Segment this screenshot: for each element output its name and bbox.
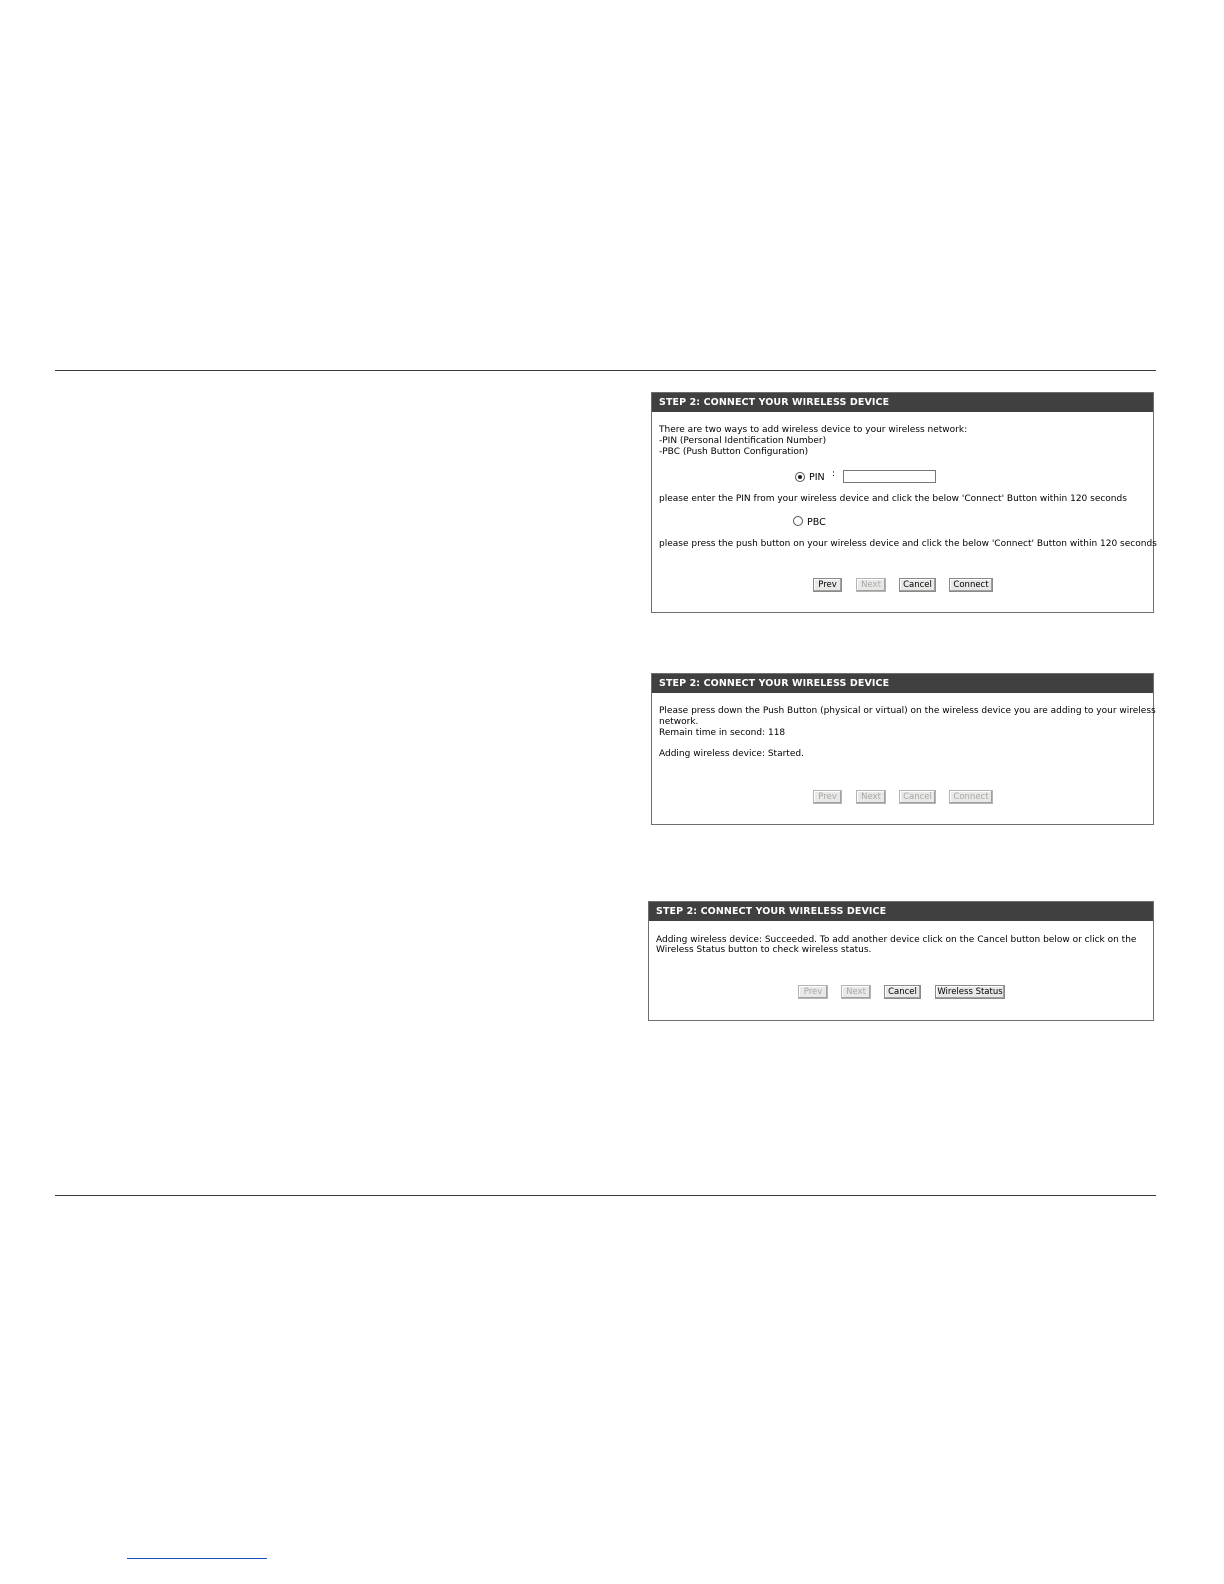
pbc-help-text: please press the push button on your wireless device and click the below 'Connect' Button within 120 seconds bbox=[659, 539, 1157, 549]
wireless-status-button[interactable]: Wireless Status bbox=[935, 985, 1005, 999]
bottom-divider bbox=[55, 1195, 1156, 1196]
pin-input[interactable] bbox=[843, 470, 936, 483]
next-button: Next bbox=[856, 578, 886, 592]
panel-title: STEP 2: CONNECT YOUR WIRELESS DEVICE bbox=[652, 674, 1153, 693]
prev-button: Prev bbox=[798, 985, 828, 999]
step2-panel-push-button bbox=[651, 673, 1154, 825]
step2-panel-pin-pbc bbox=[651, 392, 1157, 613]
top-divider bbox=[55, 370, 1156, 371]
prev-button: Prev bbox=[813, 790, 842, 804]
pin-radio[interactable] bbox=[795, 472, 805, 482]
instruction-text: Please press down the Push Button (physical or virtual) on the wireless device you are adding to your wireless bbox=[659, 706, 1156, 716]
instruction-text-cont: network. bbox=[659, 717, 699, 727]
success-text-cont: Wireless Status button to check wireless status. bbox=[656, 945, 872, 955]
pin-label: PIN bbox=[809, 472, 825, 483]
intro-text: There are two ways to add wireless device to your wireless network: bbox=[659, 425, 968, 435]
pin-colon: : bbox=[832, 469, 836, 479]
next-button: Next bbox=[841, 985, 871, 999]
cancel-button[interactable]: Cancel bbox=[884, 985, 921, 999]
step2-panel-success bbox=[648, 901, 1154, 1021]
intro-pbc-text: -PBC (Push Button Configuration) bbox=[659, 447, 809, 457]
connect-button: Connect bbox=[949, 790, 993, 804]
panel-title: STEP 2: CONNECT YOUR WIRELESS DEVICE bbox=[649, 902, 1153, 921]
footer-link-underline[interactable] bbox=[127, 1558, 267, 1559]
cancel-button: Cancel bbox=[899, 790, 936, 804]
pbc-radio[interactable] bbox=[793, 516, 803, 526]
panel-title: STEP 2: CONNECT YOUR WIRELESS DEVICE bbox=[652, 393, 1153, 412]
cancel-button[interactable]: Cancel bbox=[899, 578, 936, 592]
success-text: Adding wireless device: Succeeded. To add another device click on the Cancel button below or click on the bbox=[656, 935, 1137, 945]
pbc-label: PBC bbox=[807, 517, 826, 528]
connect-button[interactable]: Connect bbox=[949, 578, 993, 592]
status-text: Adding wireless device: Started. bbox=[659, 749, 804, 759]
intro-pin-text: -PIN (Personal Identification Number) bbox=[659, 436, 827, 446]
remain-time-text: Remain time in second: 118 bbox=[659, 728, 786, 738]
next-button: Next bbox=[856, 790, 886, 804]
prev-button[interactable]: Prev bbox=[813, 578, 842, 592]
pin-help-text: please enter the PIN from your wireless device and click the below 'Connect' Button within 120 seconds bbox=[659, 494, 1127, 504]
